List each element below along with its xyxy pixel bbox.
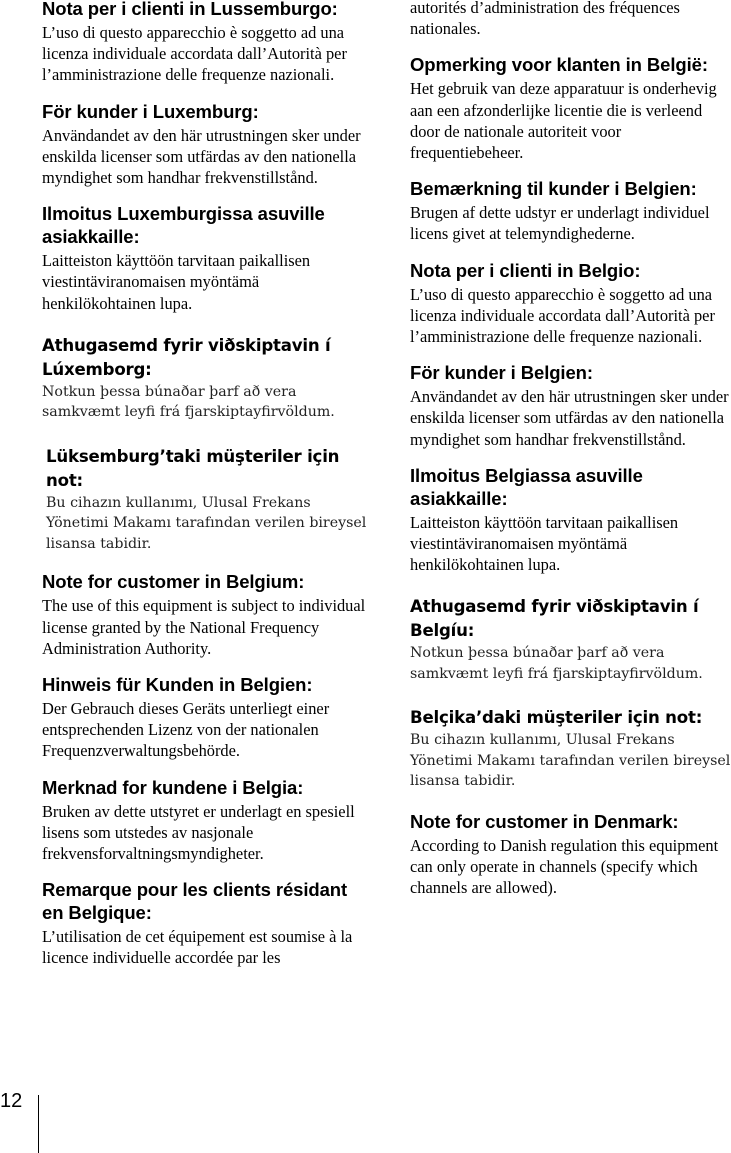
page-number: 12 (0, 1090, 23, 1112)
notice-be-en (42, 570, 368, 659)
notice-lu-it (42, 0, 368, 86)
notice-heading: Ilmoitus Luxemburgissa asuville asiakkaille: (42, 203, 325, 248)
notice-body: autorités d’administration des fréquences nationales. (410, 0, 680, 39)
notice-body: Notkun þessa búnaðar þarf að vera samkvæmt leyfi frá fjarskiptayfirvöldum. (410, 645, 703, 682)
notice-body: Bu cihazın kullanımı, Ulusal Frekans Yönetimi Makamı tarafından verilen bireysel lisansa tabidir. (410, 732, 731, 790)
notice-body: Der Gebrauch dieses Geräts unterliegt einer entsprechenden Lizenz von der nationalen Frequenzverwaltungsbehörde. (42, 698, 330, 761)
notice-body: Laitteiston käyttöön tarvitaan paikallisen viestintäviranomaisen myöntämä henkilökohtainen lupa. (410, 512, 679, 575)
notice-heading: Ilmoitus Belgiassa asuville asiakkaille: (410, 464, 643, 509)
notice-heading: Athugasemd fyrir viðskiptavin í Belgíu: (410, 597, 699, 641)
notice-be-fi (410, 464, 731, 576)
notice-be-da (410, 177, 731, 244)
notice-be-no (42, 776, 368, 865)
notice-be-tr (410, 706, 731, 792)
notice-body: Het gebruik van deze apparatuur is onderhevig aan een afzonderlijke licentie die is verleend door de nationale autoriteit voor frequentiebeheer. (410, 79, 717, 163)
notice-be-sv (410, 361, 731, 450)
right-column (410, 0, 731, 899)
notice-be-fr-continued (410, 0, 731, 39)
notice-heading: Bemærkning til kunder i Belgien: (410, 178, 697, 200)
notice-body: Notkun þessa búnaðar þarf að vera samkvæmt leyfi frá fjarskiptayfirvöldum. (42, 383, 335, 421)
notice-body: Bruken av dette utstyret er underlagt en spesiell lisens som utstedes av nasjonale frekvensforvaltningsmyndigheter. (42, 801, 355, 863)
notice-body: Användandet av den här utrustningen sker under enskilda licenser som utfärdas av den nationella myndighet som handhar frekvenstillstånd. (42, 125, 361, 188)
notice-lu-fi (42, 202, 368, 314)
notice-be-it (410, 259, 731, 348)
left-column (42, 0, 368, 969)
notice-body: Brugen af dette udstyr er underlagt individuel licens givet at telemyndighederne. (410, 203, 710, 244)
notice-heading: För kunder i Belgien: (410, 362, 593, 384)
notice-heading: Nota per i clienti in Belgio: (410, 259, 641, 281)
notice-body: L’uso di questo apparecchio è soggetto ad una licenza individuale accordata dall’Autorità per l’amministrazione delle frequenze nazionali. (42, 23, 347, 85)
notice-heading: Note for customer in Belgium: (42, 571, 305, 593)
notice-body: Användandet av den här utrustningen sker under enskilda licenser som utfärdas av den nationella myndighet som handhar frekvenstillstånd. (410, 387, 729, 449)
notice-heading: Opmerking voor klanten in België: (410, 54, 708, 76)
page-number-divider (38, 1095, 39, 1153)
notice-heading: För kunder i Luxemburg: (42, 100, 259, 122)
notice-be-is (410, 595, 731, 684)
notice-heading: Lüksemburg’taki müşteriler için not: (46, 446, 340, 490)
notice-heading: Hinweis für Kunden in Belgien: (42, 673, 313, 695)
notice-heading: Remarque pour les clients résidant en Belgique: (42, 879, 348, 924)
notice-body: Bu cihazın kullanımı, Ulusal Frekans Yönetimi Makamı tarafından verilen bireysel lisansa tabidir. (46, 494, 367, 552)
notice-dk-en (410, 810, 731, 899)
notice-heading: Belçika’daki müşteriler için not: (410, 708, 703, 728)
notice-heading: Athugasemd fyrir viðskiptavin í Lúxemborg: (42, 335, 331, 379)
notice-lu-sv (42, 100, 368, 189)
notice-be-de (42, 673, 368, 762)
notice-be-nl (410, 53, 731, 163)
notice-body: The use of this equipment is subject to individual license granted by the National Frequency Administration Authority. (42, 596, 366, 658)
notice-heading: Nota per i clienti in Lussemburgo: (42, 0, 338, 19)
notice-lu-tr (42, 445, 368, 555)
notice-be-fr (42, 878, 368, 968)
notice-lu-is (42, 334, 368, 423)
notice-heading: Note for customer in Denmark: (410, 810, 679, 832)
notice-body: L’utilisation de cet équipement est soumise à la licence individuelle accordée par les (42, 927, 353, 968)
notice-body: Laitteiston käyttöön tarvitaan paikallisen viestintäviranomaisen myöntämä henkilökohtainen lupa. (42, 251, 311, 313)
notice-body: According to Danish regulation this equipment can only operate in channels (specify which channels are allowed). (410, 835, 719, 898)
notice-body: L’uso di questo apparecchio è soggetto ad una licenza individuale accordata dall’Autorità per l’amministrazione delle frequenze nazionali. (410, 284, 715, 347)
notice-heading: Merknad for kundene i Belgia: (42, 776, 304, 798)
